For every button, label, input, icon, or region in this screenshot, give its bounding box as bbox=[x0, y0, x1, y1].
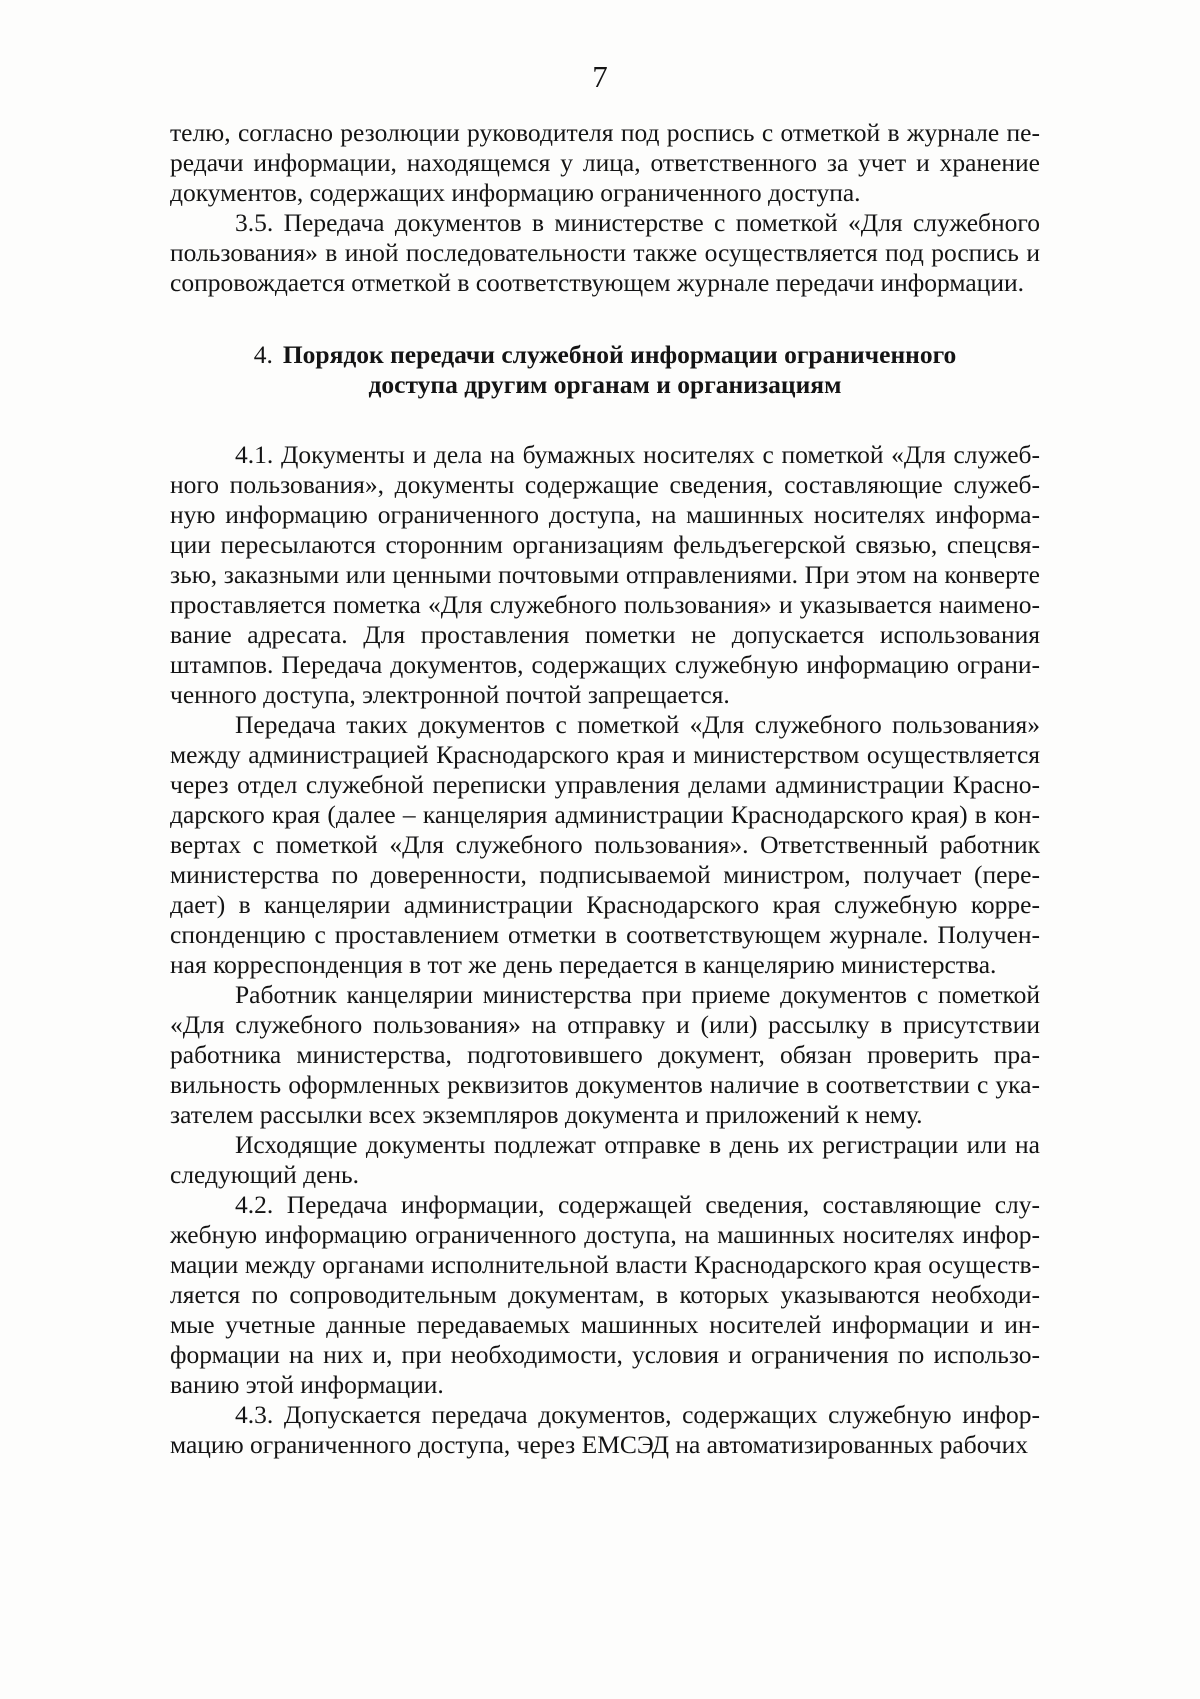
section-heading-line-1 bbox=[170, 340, 1040, 370]
paragraph-4-1: 4.1. Документы и дела на бумажных носителях с пометкой «Для служеб-ного пользования», документы содержащие сведения, составляющие служеб-ную информацию ограниченного доступа, на машинных носителях информа-ции пересылаются сторонним организациям фельдъегерской связью, спецсвя-зью, заказными или ценными почтовыми отправлениями. При этом на конверте проставляется пометка «Для служебного пользования» и указывается наимено-вание адресата. Для проставления пометки не допускается использования штампов. Передача документов, содержащих служебную информацию ограни-ченного доступа, электронной почтой запрещается. bbox=[170, 440, 1040, 709]
page-number: 7 bbox=[592, 59, 608, 94]
section-number: 4. bbox=[253, 340, 273, 369]
paragraph-outgoing-documents: Исходящие документы подлежат отправке в день их регистрации или на следующий день. bbox=[170, 1130, 1040, 1189]
paragraph-transfer-between-administration: Передача таких документов с пометкой «Для служебного пользования» между администрацией Краснодарского края и министерством осуществляется через отдел служебной переписки управления делами администрации Красно-дарского края (далее – канцелярия администрации Краснодарского края) в кон-вертах с пометкой «Для служебного пользования». Ответственный работник министерства по доверенности, подписываемой министром, получает (пере-дает) в канцелярии администрации Краснодарского края служебную корре-спонденцию с проставлением отметки в соответствующем журнале. Получен-ная корреспонденция в тот же день передается в канцелярию министерства. bbox=[170, 710, 1040, 979]
section-title-part-2: доступа другим органам и организациям bbox=[368, 370, 842, 399]
paragraph-continuation: телю, согласно резолюции руководителя под роспись с отметкой в журнале пе-редачи информации, находящемся у лица, ответственного за учет и хранение документов, содержащих информацию ограниченного доступа. bbox=[170, 118, 1040, 207]
paragraph-4-2: 4.2. Передача информации, содержащей сведения, составляющие слу-жебную информацию ограниченного доступа, на машинных носителях инфор-мации между органами исполнительной власти Краснодарского края осуществ-ляется по сопроводительным документам, в которых указываются необходи-мые учетные данные передаваемых машинных носителей информации и ин-формации на них и, при необходимости, условия и ограничения по использо-ванию этой информации. bbox=[170, 1190, 1040, 1399]
section-title-part-1: Порядок передачи служебной информации ограниченного bbox=[282, 340, 957, 369]
text-column bbox=[170, 118, 1040, 1460]
paragraph-3-5: 3.5. Передача документов в министерстве с пометкой «Для служебного пользования» в иной последовательности также осуществляется под роспись и сопровождается отметкой в соответствующем журнале передачи информации. bbox=[170, 208, 1040, 297]
paragraph-4-3: 4.3. Допускается передача документов, содержащих служебную инфор-мацию ограниченного доступа, через ЕМСЭД на автоматизированных рабочих bbox=[170, 1400, 1040, 1459]
paragraph-office-check: Работник канцелярии министерства при приеме документов с пометкой «Для служебного пользования» на отправку и (или) рассылку в присутствии работника министерства, подготовившего документ, обязан проверить пра-вильность оформленных реквизитов документов наличие в соответствии с ука-зателем рассылки всех экземпляров документа и приложений к нему. bbox=[170, 980, 1040, 1129]
section-heading bbox=[170, 340, 1040, 400]
